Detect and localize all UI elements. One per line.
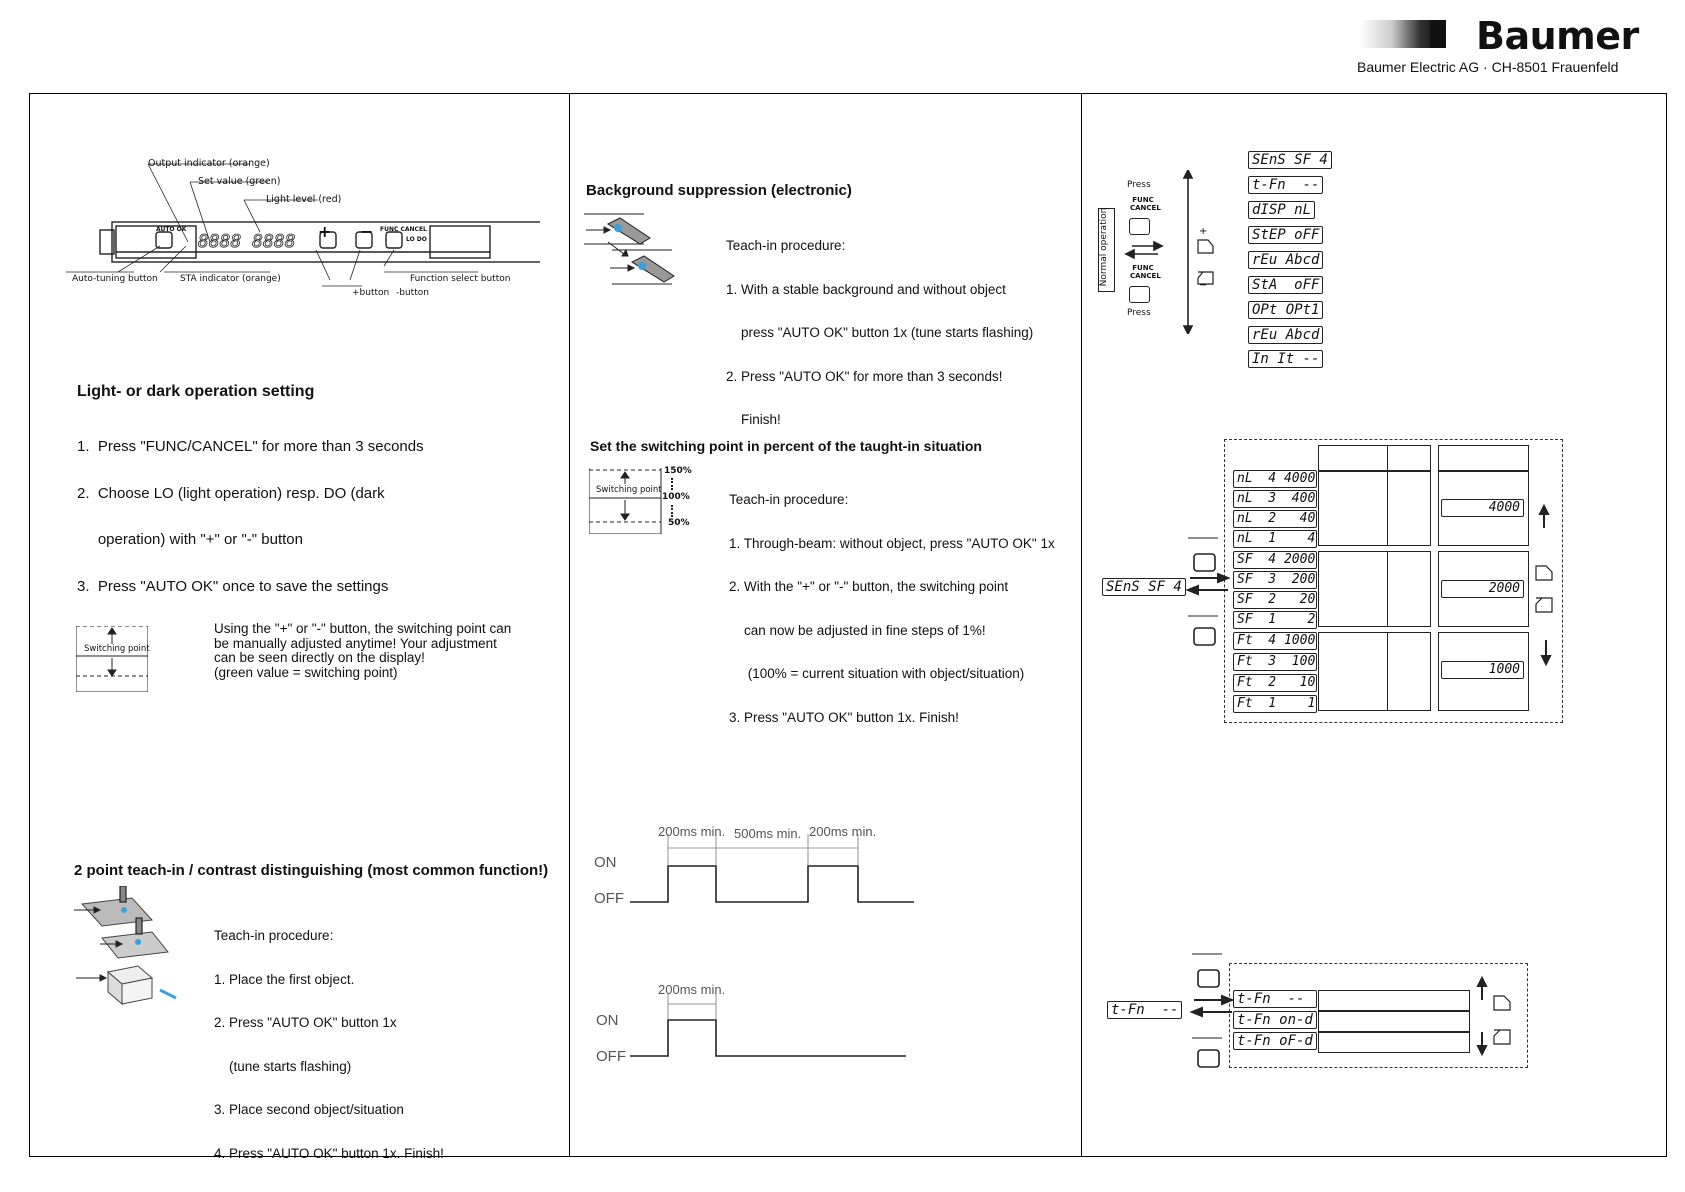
menu-item-disp[interactable]: dISP nL xyxy=(1248,201,1315,219)
plus-button-label: +button xyxy=(352,288,390,298)
sens-group3-cell-b xyxy=(1386,632,1431,711)
manual-adjust-text xyxy=(214,622,511,680)
sens-group2-cell-a xyxy=(1318,551,1388,627)
light-dark-step-1: 1. Press "FUNC/CANCEL" for more than 3 seconds xyxy=(77,438,424,455)
tfn-item-on-delay[interactable]: t-Fn on-d xyxy=(1233,1011,1317,1029)
two-point-step-3: 3. Place second object/situation xyxy=(214,1102,404,1117)
background-step-1b: press "AUTO OK" button 1x (tune starts flashing) xyxy=(726,325,1034,340)
menu-item-tfn[interactable]: t-Fn -- xyxy=(1248,176,1323,194)
tfn-desc-cell-2 xyxy=(1318,1011,1470,1032)
light-dark-step-2: 2. Choose LO (light operation) resp. DO (dark xyxy=(77,484,385,502)
press-bottom-label: Press xyxy=(1127,308,1151,318)
menu-item-opt[interactable]: OPt OPt1 xyxy=(1248,301,1323,319)
percent-150: 150% xyxy=(664,466,692,476)
switching-point-label: Switching point xyxy=(84,644,150,654)
brand-address: Baumer Electric AG · CH-8501 Frauenfeld xyxy=(1357,59,1619,75)
two-point-step-0: Teach-in procedure: xyxy=(214,928,334,943)
device-diagram xyxy=(60,150,540,310)
func-cancel-label: FUNC CANCEL xyxy=(380,226,427,233)
two-point-step-2: 2. Press "AUTO OK" button 1x xyxy=(214,1015,397,1030)
tfn-source-display: t-Fn -- xyxy=(1107,1001,1182,1019)
svg-text:8888 8888: 8888 8888 xyxy=(198,231,296,252)
timing1-t3: 200ms min. xyxy=(809,824,877,839)
percent-step-2: 2. With the "+" or "-" button, the switching point xyxy=(729,579,1009,594)
sens-ft-1[interactable]: Ft 1 1 xyxy=(1233,695,1317,713)
light-level-label: Light level (red) xyxy=(266,194,342,205)
timing2-off-label: OFF xyxy=(596,1048,626,1065)
sens-source-display: SEnS SF 4 xyxy=(1102,578,1186,596)
percent-title: Set the switching point in percent of the taught-in situation xyxy=(590,438,982,454)
background-step-2b: Finish! xyxy=(726,412,781,427)
func-bottom-label: FUNC CANCEL xyxy=(1130,264,1161,280)
percent-switching-label: Switching point xyxy=(596,485,662,495)
sens-right-controls xyxy=(1530,500,1560,670)
percent-dots-bottom xyxy=(671,505,673,517)
background-step-2: 2. Press "AUTO OK" for more than 3 seconds! xyxy=(726,368,1003,384)
auto-ok-label: AUTO OK xyxy=(156,226,187,233)
background-illustration xyxy=(584,210,694,290)
light-dark-steps xyxy=(77,408,424,610)
timing2-t1: 200ms min. xyxy=(658,982,726,997)
sens-header-cell-3 xyxy=(1438,445,1529,472)
function-select-label: Function select button xyxy=(410,274,511,284)
plus-sign: + xyxy=(318,222,332,241)
sens-sf-2[interactable]: SF 2 20 xyxy=(1233,591,1317,609)
two-point-step-4: 4. Press "AUTO OK" button 1x. Finish! xyxy=(214,1145,444,1161)
sens-value-2: 2000 xyxy=(1441,580,1524,598)
sens-header-cell-2 xyxy=(1386,445,1431,472)
percent-box xyxy=(589,468,663,534)
menu-item-init[interactable]: In It -- xyxy=(1248,350,1323,368)
func-top-label: FUNC CANCEL xyxy=(1130,196,1161,212)
sens-value-3: 1000 xyxy=(1441,661,1524,679)
timing1-t1: 200ms min. xyxy=(658,824,726,839)
menu-plus-label: + xyxy=(1199,226,1208,237)
light-dark-title: Light- or dark operation setting xyxy=(77,383,315,400)
tfn-desc-cell-1 xyxy=(1318,990,1470,1011)
manual-adjust-line-3: can be seen directly on the display! xyxy=(214,650,425,665)
tfn-desc-cell-3 xyxy=(1318,1032,1470,1053)
column-divider-2 xyxy=(1081,93,1082,1157)
column-divider-1 xyxy=(569,93,570,1157)
sens-ft-2[interactable]: Ft 2 10 xyxy=(1233,674,1317,692)
sens-sf-3[interactable]: SF 3 200 xyxy=(1233,571,1317,589)
timing-diagram-2 xyxy=(590,980,920,1080)
menu-item-sta[interactable]: StA oFF xyxy=(1248,276,1323,294)
auto-tuning-label: Auto-tuning button xyxy=(72,274,158,284)
percent-step-0: Teach-in procedure: xyxy=(729,492,849,507)
manual-adjust-line-2: be manually adjusted anytime! Your adjustment xyxy=(214,635,497,651)
percent-dots-top xyxy=(671,478,673,490)
two-point-steps xyxy=(214,900,444,1176)
background-steps xyxy=(726,210,1033,442)
brand-logo-bar xyxy=(1430,20,1446,48)
sens-group1-cell-b xyxy=(1386,470,1431,546)
output-indicator-label: Output indicator (orange) xyxy=(148,158,270,169)
sens-ft-4[interactable]: Ft 4 1000 xyxy=(1233,632,1317,650)
press-top-label: Press xyxy=(1127,180,1151,190)
percent-steps xyxy=(729,464,1055,740)
sens-sf-4[interactable]: SF 4 2000 xyxy=(1233,551,1317,569)
manual-adjust-line-4: (green value = switching point) xyxy=(214,664,398,680)
two-point-step-1: 1. Place the first object. xyxy=(214,971,355,987)
menu-item-rev2[interactable]: rEu Abcd xyxy=(1248,326,1323,344)
tfn-item-off-delay[interactable]: t-Fn oF-d xyxy=(1233,1032,1317,1050)
brand-logo-gradient xyxy=(1360,20,1440,48)
menu-item-sens[interactable]: SEnS SF 4 xyxy=(1248,151,1332,169)
set-value-label: Set value (green) xyxy=(198,176,281,187)
sens-arrows-buttons xyxy=(1184,534,1232,654)
timing1-on-label: ON xyxy=(594,854,617,871)
sens-nl-3[interactable]: nL 3 400 xyxy=(1233,490,1317,508)
sens-nl-4[interactable]: nL 4 4000 xyxy=(1233,470,1317,488)
lo-do-label: LO DO xyxy=(406,236,427,243)
menu-item-step[interactable]: StEP oFF xyxy=(1248,226,1323,244)
timing1-off-label: OFF xyxy=(594,890,624,907)
plus-minus-buttons xyxy=(1196,238,1216,286)
timing1-t2: 500ms min. xyxy=(734,826,802,841)
minus-sign: − xyxy=(360,222,374,241)
percent-100: 100% xyxy=(662,492,690,502)
percent-step-3: 3. Press "AUTO OK" button 1x. Finish! xyxy=(729,709,959,725)
sens-sf-1[interactable]: SF 1 2 xyxy=(1233,611,1317,629)
percent-step-2b: can now be adjusted in fine steps of 1%! xyxy=(729,622,986,638)
sens-value-1: 4000 xyxy=(1441,499,1524,517)
brand-name: Baumer xyxy=(1476,14,1639,58)
light-dark-step-2b: operation) with "+" or "-" button xyxy=(77,531,303,548)
menu-item-rev[interactable]: rEu Abcd xyxy=(1248,251,1323,269)
tfn-item-off[interactable]: t-Fn -- xyxy=(1233,990,1317,1008)
timing2-on-label: ON xyxy=(596,1012,619,1029)
sens-header-cell-1 xyxy=(1318,445,1388,472)
percent-step-2c: (100% = current situation with object/situation) xyxy=(729,666,1025,681)
minus-button-label: -button xyxy=(396,288,429,298)
sta-indicator-label: STA indicator (orange) xyxy=(180,274,281,284)
normal-operation-label: Normal operation xyxy=(1099,207,1109,287)
switching-point-box xyxy=(76,626,148,692)
sens-nl-2[interactable]: nL 2 40 xyxy=(1233,510,1317,528)
background-step-0: Teach-in procedure: xyxy=(726,238,846,253)
sens-group2-cell-b xyxy=(1386,551,1431,627)
background-title: Background suppression (electronic) xyxy=(586,182,852,199)
two-point-illustration xyxy=(72,886,182,1006)
two-point-title: 2 point teach-in / contrast distinguishing (most common function!) xyxy=(74,862,549,879)
sens-group1-cell-a xyxy=(1318,470,1388,546)
sens-group3-cell-a xyxy=(1318,632,1388,711)
background-step-1: 1. With a stable background and without object xyxy=(726,281,1006,297)
menu-minus-label: − xyxy=(1199,280,1208,291)
percent-50: 50% xyxy=(668,518,690,528)
sens-ft-3[interactable]: Ft 3 100 xyxy=(1233,653,1317,671)
sens-nl-1[interactable]: nL 1 4 xyxy=(1233,530,1317,548)
two-point-step-2b: (tune starts flashing) xyxy=(214,1058,352,1074)
percent-step-1: 1. Through-beam: without object, press "AUTO OK" 1x xyxy=(729,535,1055,551)
manual-adjust-line-1: Using the "+" or "-" button, the switching point can xyxy=(214,621,512,636)
tfn-right-controls xyxy=(1474,976,1518,1056)
light-dark-step-3: 3. Press "AUTO OK" once to save the settings xyxy=(77,577,389,595)
